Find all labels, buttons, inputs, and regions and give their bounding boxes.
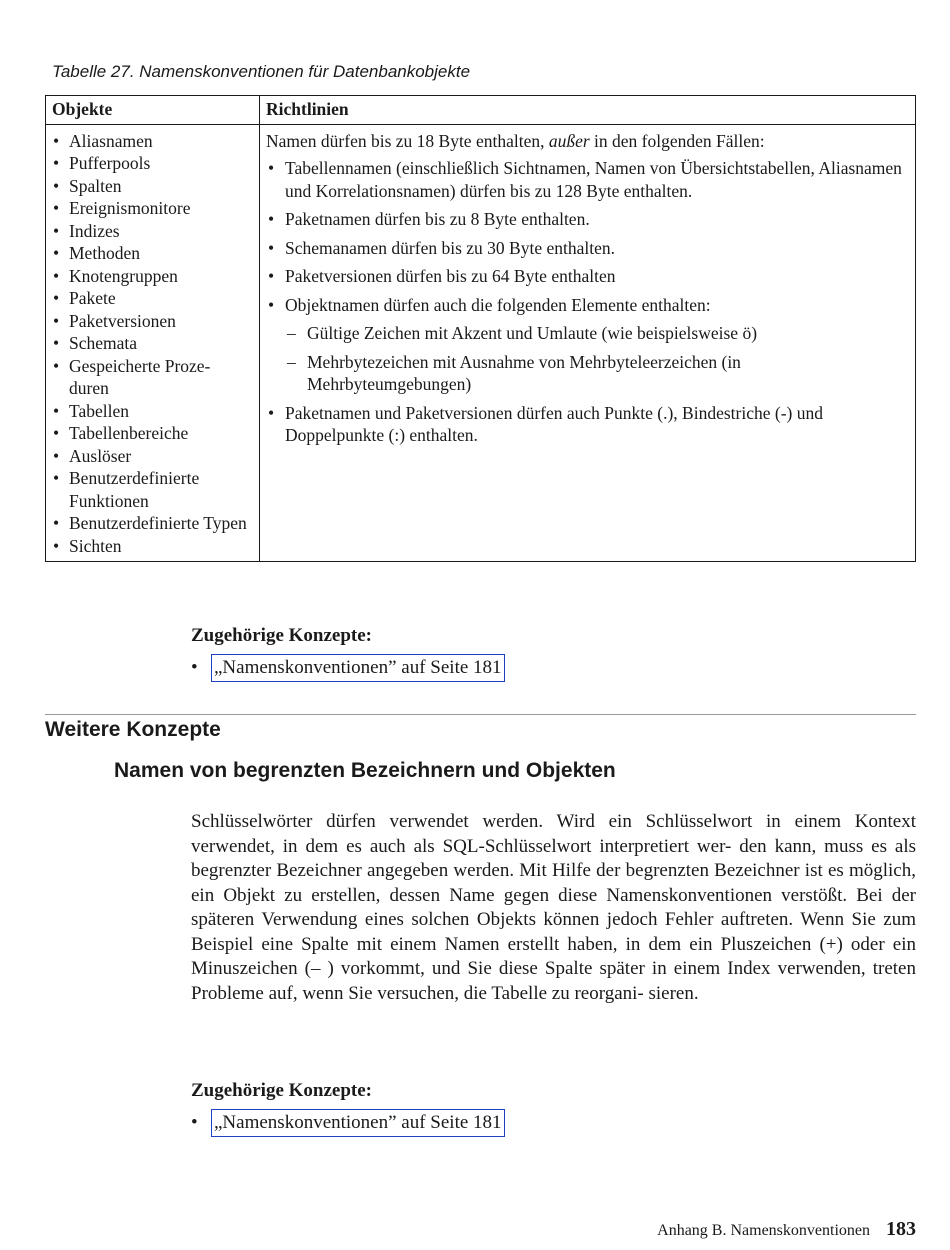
table-header-row — [46, 96, 916, 125]
intro-text-emphasis: außer — [548, 130, 590, 151]
objects-cell — [46, 124, 260, 562]
related-concepts-title: Zugehörige Konzepte: — [191, 625, 373, 646]
objects-list — [52, 130, 253, 558]
related-concepts-1 — [191, 624, 505, 682]
sub-rule-item: – Mehrbytezeichen mit Ausnahme von Mehrbyteleerzeichen (in Mehrbyteumgebungen) — [285, 351, 907, 396]
header-guidelines: Richtlinien — [260, 96, 916, 125]
list-item: • Gespeicherte Proze- duren — [52, 355, 253, 400]
list-item: • Tabellenbereiche — [52, 422, 253, 445]
page-number: 183 — [886, 1218, 916, 1240]
footer-label: Anhang B. Namenskonventionen — [657, 1222, 870, 1239]
list-item: • Indizes — [52, 220, 253, 243]
list-item: • Ereignismonitore — [52, 197, 253, 220]
table-row — [46, 124, 916, 562]
sub-rule-item: – Gültige Zeichen mit Akzent und Umlaute (wie beispielsweise ö) — [285, 322, 907, 345]
intro-text-before: Namen dürfen bis zu 18 Byte enthalten, — [266, 130, 549, 151]
section-heading: Weitere Konzepte — [45, 718, 221, 741]
table-caption: Tabelle 27. Namenskonventionen für Datenbankobjekte — [52, 62, 471, 81]
list-item: • Knotengruppen — [52, 265, 253, 288]
related-concepts-item — [191, 1109, 505, 1137]
related-concepts-2 — [191, 1079, 505, 1137]
section-divider — [45, 714, 916, 715]
related-concepts-item — [191, 654, 505, 682]
list-item: • Benutzerdefinierte Funktionen — [52, 467, 253, 512]
list-item: • Tabellen — [52, 400, 253, 423]
list-item: • Pakete — [52, 287, 253, 310]
rule-item: • Paketnamen und Paketversionen dürfen auch Punkte (.), Bindestriche (-) und Doppelpunkte (:) enthalten. — [266, 402, 907, 447]
related-concepts-title: Zugehörige Konzepte: — [191, 1080, 373, 1101]
naming-conventions-table — [45, 95, 916, 562]
list-item: • Methoden — [52, 242, 253, 265]
guidelines-intro — [266, 130, 907, 153]
rule-item: • Schemanamen dürfen bis zu 30 Byte enthalten. — [266, 237, 907, 260]
rule-item: • Paketversionen dürfen bis zu 64 Byte enthalten — [266, 265, 907, 288]
sub-rule-list — [285, 322, 907, 396]
rule-item-text: Objektnamen dürfen auch die folgenden Elemente enthalten: — [285, 294, 711, 315]
rule-item: • Paketnamen dürfen bis zu 8 Byte enthalten. — [266, 208, 907, 231]
body-paragraph: Schlüsselwörter dürfen verwendet werden. Wird ein Schlüsselwort in einem Kontext verwendet, in dem es auch als SQL-Schlüsselwort interpretiert wer- den kann, muss es als begrenzter Bezeichner angegeben werden. Mit Hilfe der begrenzten Bezeichner ist es möglich, ein Objekt zu erstellen, dessen Name gegen diese Namenskonventionen verstößt. Bei der späteren Verwendung eines solchen Objekts können jedoch Fehler auftreten. Wenn Sie zum Beispiel eine Spalte mit einem Namen erstellt haben, in dem ein Pluszeichen (+) oder ein Minuszeichen (– ) vorkommt, und Sie diese Spalte später in einem Index verwenden, treten Probleme auf, wenn Sie versuchen, die Tabelle zu reorgani- sieren. — [191, 811, 916, 1004]
guidelines-list — [266, 157, 907, 447]
list-item: • Sichten — [52, 535, 253, 558]
list-item: • Auslöser — [52, 445, 253, 468]
intro-text-after: in den folgenden Fällen: — [589, 130, 765, 151]
rule-item: • Tabellennamen (einschließlich Sichtnamen, Namen von Übersichtstabellen, Aliasnamen und Korrelationsnamen) dürfen bis zu 128 Byte enthalten. — [266, 157, 907, 202]
subsection-heading: Namen von begrenzten Bezeichnern und Objekten — [114, 759, 616, 782]
guidelines-cell — [260, 124, 916, 562]
list-item: • Benutzerdefinierte Typen — [52, 512, 253, 535]
list-item: • Aliasnamen — [52, 130, 253, 153]
header-objects: Objekte — [46, 96, 260, 125]
page-footer — [657, 1218, 916, 1241]
related-concept-link[interactable]: „Namenskonventionen” auf Seite 181 — [211, 1109, 505, 1137]
list-item: • Paketversionen — [52, 310, 253, 333]
list-item: • Spalten — [52, 175, 253, 198]
list-item: • Schemata — [52, 332, 253, 355]
related-concept-link[interactable]: „Namenskonventionen” auf Seite 181 — [211, 654, 505, 682]
list-item: • Pufferpools — [52, 152, 253, 175]
rule-item-with-sublist — [266, 294, 907, 396]
